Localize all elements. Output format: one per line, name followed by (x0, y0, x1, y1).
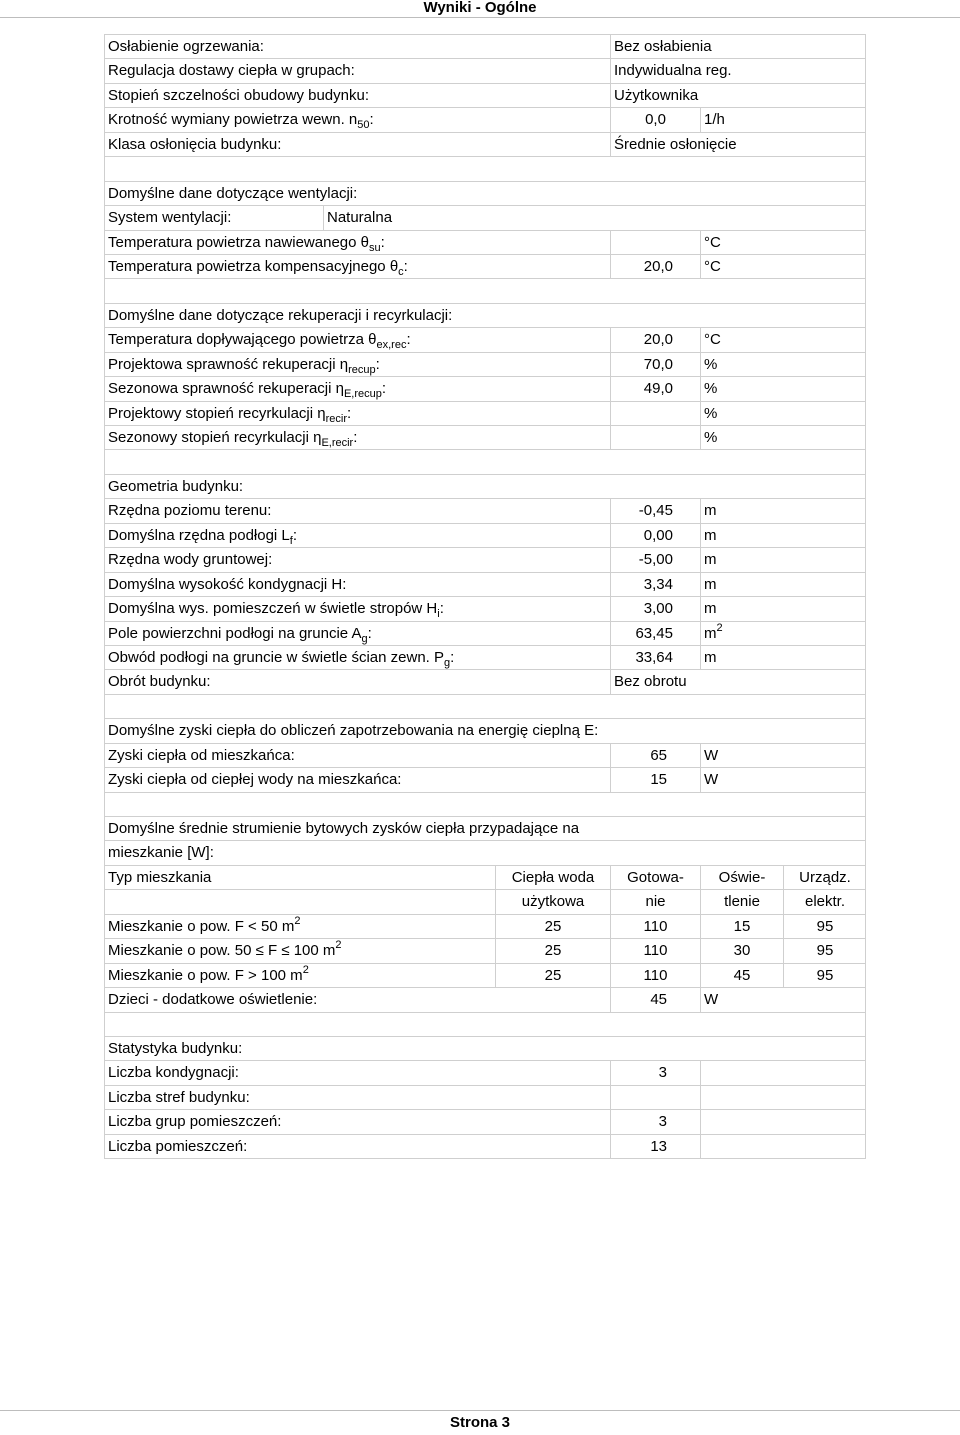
table-row (105, 744, 866, 768)
table-row (105, 915, 866, 939)
table-row (105, 964, 866, 988)
table-row (105, 1061, 866, 1085)
row-label: Pole powierzchni podłogi na gruncie $A_g$: (108, 624, 372, 645)
row-value: 15 (610, 768, 700, 791)
table-row (105, 35, 866, 59)
row-label: Regulacja dostawy ciepła w grupach: (108, 62, 355, 80)
row-label: Sezonowa sprawność rekuperacji $\eta_{E,recup}$: (108, 380, 387, 401)
row-value: 3 (610, 1061, 700, 1084)
row-label: Obrót budynku: (108, 673, 211, 691)
page-title: Wyniki - Ogólne (423, 0, 537, 16)
row-label: Domyślna wysokość kondygnacji H: (108, 575, 347, 593)
table-header-row (105, 866, 866, 890)
cell-lighting: 15 (700, 915, 783, 938)
row-unit: m (700, 597, 866, 620)
section-title-text: Domyślne zyski ciepła do obliczeń zapotrzebowania na energię cieplną E: (108, 722, 599, 740)
section-title-text: Domyślne średnie strumienie bytowych zysków ciepła przypadające na (108, 820, 580, 837)
table-row (105, 622, 866, 646)
row-value (610, 402, 700, 425)
row-value: -0,45 (610, 499, 700, 522)
row-unit (700, 1135, 866, 1158)
row-unit: % (700, 353, 866, 376)
table-header-row (105, 890, 866, 914)
row-unit: W (700, 768, 866, 791)
section-title (105, 182, 866, 206)
table-row (105, 988, 866, 1012)
page-header (0, 0, 960, 18)
cell-cooking: 110 (610, 915, 700, 938)
cell-hot-water: 25 (495, 939, 610, 962)
row-value (610, 1086, 700, 1109)
cell-lighting: 30 (700, 939, 783, 962)
row-unit: m (700, 548, 866, 571)
table-row (105, 133, 866, 157)
section-title (105, 817, 866, 841)
row-value: 0,00 (610, 524, 700, 547)
col-header-empty (105, 890, 495, 913)
table-row (105, 1086, 866, 1110)
spacer-row (105, 279, 866, 303)
table-row (105, 548, 866, 572)
cell-hot-water: 25 (495, 964, 610, 987)
row-label: Zyski ciepła od ciepłej wody na mieszkańca: (108, 771, 402, 789)
page-number: Strona 3 (449, 1414, 510, 1431)
row-unit: m (700, 646, 866, 669)
spacer-row (105, 1013, 866, 1037)
section-title-text: Statystyka budynku: (108, 1039, 243, 1057)
row-value: 63,45 (610, 622, 700, 645)
section-title (105, 475, 866, 499)
row-label: Liczba pomieszczeń: (108, 1137, 248, 1155)
row-label: Projektowy stopień recyrkulacji $\eta_{recir}$: (108, 404, 352, 425)
table-row (105, 1110, 866, 1134)
row-unit (700, 1110, 866, 1133)
section-title (105, 719, 866, 743)
row-label: Mieszkanie o pow. F > 100 $m^2$ (108, 963, 309, 984)
row-label: System wentylacji: (108, 209, 232, 227)
row-unit: W (700, 988, 866, 1011)
row-label: Krotność wymiany powietrza wewn. $n_{50}$: (108, 111, 374, 132)
cell-cooking: 110 (610, 939, 700, 962)
row-value: Indywidualna reg. (610, 59, 866, 82)
section-title (105, 304, 866, 328)
col-header-appliances: elektr. (783, 890, 866, 913)
section-title-text: mieszkanie [W]: (108, 844, 214, 862)
spacer-row (105, 695, 866, 719)
row-value: 70,0 (610, 353, 700, 376)
row-value: 20,0 (610, 328, 700, 351)
row-label: Dzieci - dodatkowe oświetlenie: (108, 991, 318, 1009)
row-value: Bez obrotu (610, 670, 866, 693)
row-unit: °C (700, 231, 866, 254)
page-footer (0, 1410, 960, 1433)
section-title-text: Domyślne dane dotyczące wentylacji: (108, 184, 358, 202)
table-row (105, 231, 866, 255)
table-row (105, 377, 866, 401)
row-unit: % (700, 402, 866, 425)
row-value: 20,0 (610, 255, 700, 278)
row-value: 3,00 (610, 597, 700, 620)
table-row (105, 768, 866, 792)
row-value: 0,0 (610, 108, 700, 131)
row-label: Liczba stref budynku: (108, 1088, 250, 1106)
row-unit: 1/h (700, 108, 866, 131)
row-label: Temperatura powietrza kompensacyjnego $\theta_c$: (108, 257, 408, 278)
row-unit: % (700, 426, 866, 449)
row-label: Mieszkanie o pow. 50 ≤ F ≤ 100 $m^2$ (108, 939, 342, 960)
table-row (105, 524, 866, 548)
table-row (105, 84, 866, 108)
table-row (105, 1135, 866, 1159)
row-value: 3,34 (610, 573, 700, 596)
row-label: Domyślna wys. pomieszczeń w świetle stropów $H_i$: (108, 600, 444, 621)
section-title-text: Geometria budynku: (108, 477, 244, 495)
col-header-appliances: Urządz. (783, 866, 866, 889)
row-label: Stopień szczelności obudowy budynku: (108, 86, 369, 104)
row-unit: m (700, 499, 866, 522)
row-value: 45 (610, 988, 700, 1011)
row-label: Projektowa sprawność rekuperacji $\eta_{recup}$: (108, 355, 380, 376)
row-unit: °C (700, 328, 866, 351)
table-row (105, 499, 866, 523)
row-value: 13 (610, 1135, 700, 1158)
cell-cooking: 110 (610, 964, 700, 987)
row-label: Mieszkanie o pow. F < 50 $m^2$ (108, 914, 301, 935)
row-unit (700, 1086, 866, 1109)
row-label: Temperatura dopływającego powietrza $\theta_{ex,rec}$: (108, 331, 411, 352)
col-header-hot-water: Ciepła woda (495, 866, 610, 889)
table-row (105, 206, 866, 230)
cell-appliances: 95 (783, 939, 866, 962)
col-header-hot-water: użytkowa (495, 890, 610, 913)
row-unit: % (700, 377, 866, 400)
col-header-lighting: tlenie (700, 890, 783, 913)
table-row (105, 670, 866, 694)
col-header-type: Typ mieszkania (108, 868, 212, 886)
col-header-cooking: nie (610, 890, 700, 913)
col-header-lighting: Oświe- (700, 866, 783, 889)
spacer-row (105, 450, 866, 474)
section-title-text: Domyślne dane dotyczące rekuperacji i recyrkulacji: (108, 306, 453, 324)
row-value: Naturalna (323, 206, 866, 229)
row-value (610, 426, 700, 449)
cell-hot-water: 25 (495, 915, 610, 938)
col-header-cooking: Gotowa- (610, 866, 700, 889)
cell-lighting: 45 (700, 964, 783, 987)
row-label: Liczba grup pomieszczeń: (108, 1113, 282, 1131)
row-unit: °C (700, 255, 866, 278)
row-label: Domyślna rzędna podłogi $L_f$: (108, 526, 298, 547)
row-label: Rzędna wody gruntowej: (108, 551, 273, 569)
row-value: Użytkownika (610, 84, 866, 107)
spacer-row (105, 157, 866, 181)
row-label: Klasa osłonięcia budynku: (108, 135, 282, 153)
table-row (105, 353, 866, 377)
section-title (105, 841, 866, 865)
row-label: Rzędna poziomu terenu: (108, 502, 272, 520)
row-label: Obwód podłogi na gruncie w świetle ścian zewn. $P_g$: (108, 648, 455, 669)
row-label: Zyski ciepła od mieszkańca: (108, 746, 295, 764)
results-table (104, 34, 866, 1159)
row-value: 65 (610, 744, 700, 767)
table-row (105, 573, 866, 597)
table-row (105, 108, 866, 132)
row-unit: m (700, 524, 866, 547)
row-unit (700, 1061, 866, 1084)
row-value (610, 231, 700, 254)
table-row (105, 939, 866, 963)
row-value: 49,0 (610, 377, 700, 400)
row-value: Bez osłabienia (610, 35, 866, 58)
row-label: Liczba kondygnacji: (108, 1064, 239, 1082)
cell-appliances: 95 (783, 915, 866, 938)
table-row (105, 328, 866, 352)
table-row (105, 402, 866, 426)
row-value: 3 (610, 1110, 700, 1133)
row-label: Sezonowy stopień recyrkulacji $\eta_{E,recir}$: (108, 429, 358, 449)
row-unit: W (700, 744, 866, 767)
table-row (105, 597, 866, 621)
table-row (105, 59, 866, 83)
row-value: -5,00 (610, 548, 700, 571)
table-row (105, 426, 866, 450)
row-value: 33,64 (610, 646, 700, 669)
cell-appliances: 95 (783, 964, 866, 987)
row-unit: m (700, 573, 866, 596)
section-title (105, 1037, 866, 1061)
row-label: Temperatura powietrza nawiewanego $\theta_{su}$: (108, 233, 385, 254)
row-unit: $m^2$ (700, 622, 866, 645)
table-row (105, 255, 866, 279)
spacer-row (105, 793, 866, 817)
row-label: Osłabienie ogrzewania: (108, 38, 264, 55)
table-row (105, 646, 866, 670)
row-value: Średnie osłonięcie (610, 133, 866, 156)
